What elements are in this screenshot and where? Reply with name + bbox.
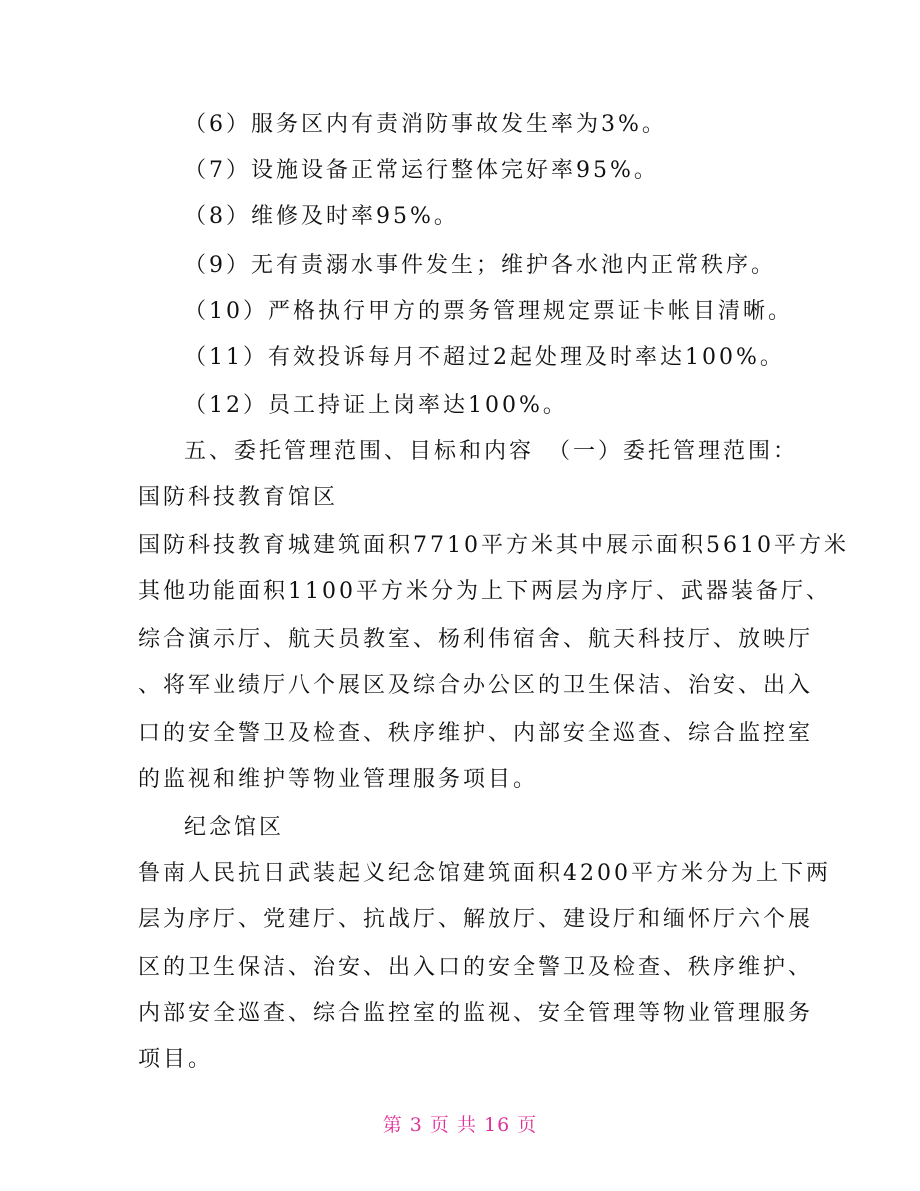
body-line: 口的安全警卫及检查、秩序维护、内部安全巡查、综合监控室 xyxy=(138,721,814,746)
body-line: 鲁南人民抗日武装起义纪念馆建筑面积4200平方米分为上下两 xyxy=(138,861,831,886)
body-line: 国防科技教育城建筑面积7710平方米其中展示面积5610平方米 xyxy=(138,533,849,558)
paragraph-item-9: （9）无有责溺水事件发生；维护各水池内正常秩序。 xyxy=(184,253,776,278)
section-heading: 五、委托管理范围、目标和内容 （一）委托管理范围： xyxy=(184,439,799,464)
paragraph-item-11: （11）有效投诉每月不超过2起处理及时率达100%。 xyxy=(184,345,785,370)
subsection-title: 国防科技教育馆区 xyxy=(138,485,339,510)
body-line: 内部安全巡查、综合监控室的监视、安全管理等物业管理服务 xyxy=(138,1001,814,1026)
body-line: 综合演示厅、航天员教室、杨利伟宿舍、航天科技厅、放映厅 xyxy=(138,627,814,652)
paragraph-item-6: （6）服务区内有责消防事故发生率为3%。 xyxy=(184,112,667,137)
body-line: 区的卫生保洁、治安、出入口的安全警卫及检查、秩序维护、 xyxy=(138,955,814,980)
body-line: 层为序厅、党建厅、抗战厅、解放厅、建设厅和缅怀厅六个展 xyxy=(138,907,814,932)
paragraph-item-7: （7）设施设备正常运行整体完好率95%。 xyxy=(184,158,659,183)
page-number-footer: 第 3 页 共 16 页 xyxy=(382,1114,538,1136)
paragraph-item-12: （12）员工持证上岗率达100%。 xyxy=(184,393,568,418)
subsection-title: 纪念馆区 xyxy=(184,815,285,840)
body-line: 其他功能面积1100平方米分为上下两层为序厅、武器装备厅、 xyxy=(138,579,831,604)
paragraph-item-10: （10）严格执行甲方的票务管理规定票证卡帐目清晰。 xyxy=(184,299,793,324)
body-line: 的监视和维护等物业管理服务项目。 xyxy=(138,767,539,792)
paragraph-item-8: （8）维修及时率95%。 xyxy=(184,204,459,229)
body-line: 、将军业绩厅八个展区及综合办公区的卫生保洁、治安、出入 xyxy=(138,673,814,698)
body-line: 项目。 xyxy=(138,1047,214,1072)
